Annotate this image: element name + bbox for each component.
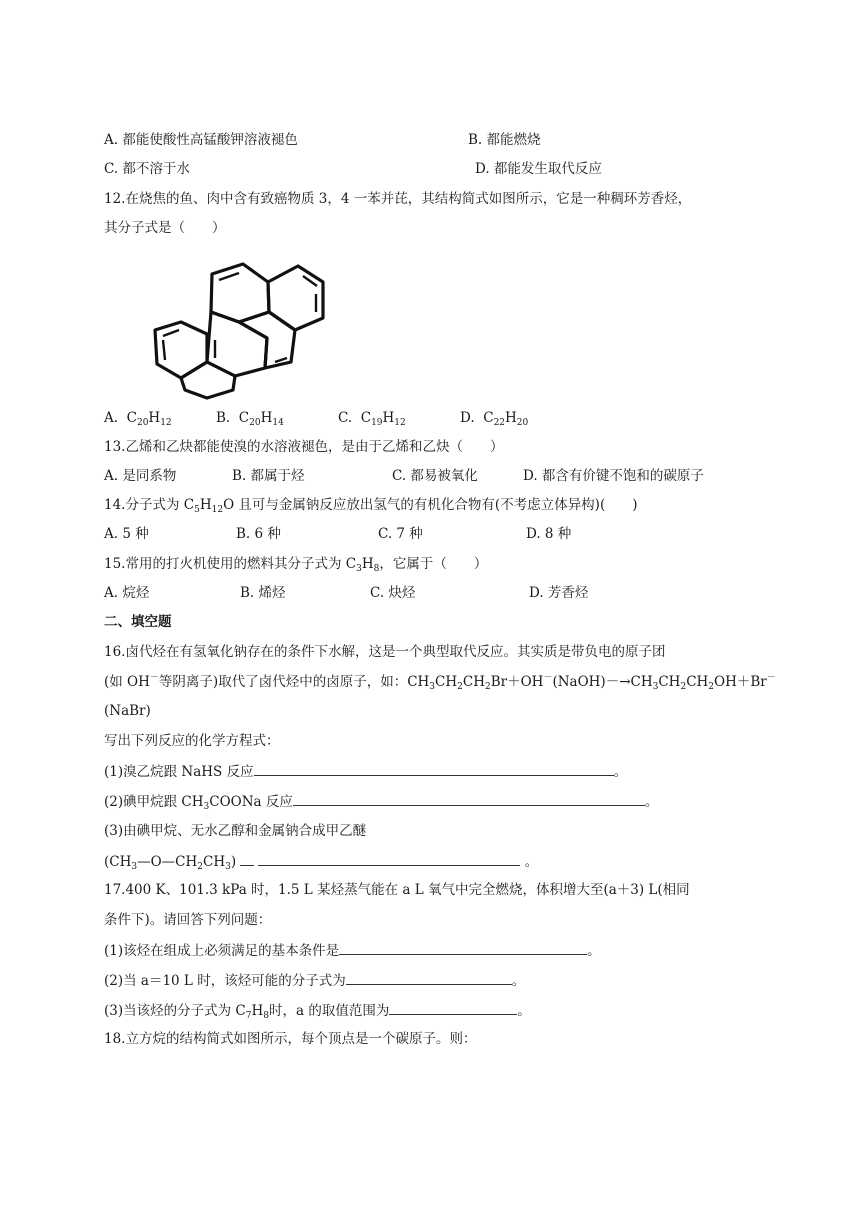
q17-part3-c-count: 7 — [245, 1011, 252, 1021]
q11-option-c: C. 都不溶于水 — [104, 161, 190, 177]
q14-option-d: D. 8 种 — [526, 526, 572, 542]
q12-option-d-label: D. — [460, 410, 475, 426]
q17-part3-post: 时，a 的取值范围为 — [269, 1003, 390, 1019]
q18-stem: 18.立方烷的结构简式如图所示，每个顶点是一个碳原子。则： — [104, 1031, 477, 1047]
section-heading: 二、填空题 — [104, 614, 172, 630]
q11-option-d: D. 都能发生取代反应 — [475, 161, 602, 177]
q17-part3-h-count: 8 — [263, 1011, 269, 1021]
q16-part1-end: 。 — [613, 764, 628, 780]
q16-part3-answer-blank[interactable] — [258, 851, 520, 866]
q11-option-b: B. 都能燃烧 — [468, 132, 541, 148]
q16-part3-end: 。 — [524, 854, 539, 870]
q14-option-a: A. 5 种 — [104, 526, 149, 542]
q12-option-a: A. $C_{20}H_{12}$ — [104, 410, 172, 428]
q13-option-a: A. 是同系物 — [104, 468, 177, 484]
q16-stem-line1: 16.卤代烃在有氢氧化钠存在的条件下水解，这是一个典型取代反应。其实质是带负电的原子团 — [104, 644, 666, 660]
q17-part2-end: 。 — [511, 973, 526, 989]
q17-part1 — [104, 940, 601, 961]
q12-stem-line2: 其分子式是（ ） — [104, 220, 226, 236]
q12-option-a-c-count: 20 — [136, 418, 149, 428]
q15-stem-post: ，它属于（ ） — [379, 556, 488, 572]
q17-part3-pre: (3)当该烃的分子式为 C — [104, 1003, 246, 1019]
q16-part2: (2)碘甲烷跟 $CH_3COONa$ 反应 。 — [104, 791, 658, 812]
q14-stem-post: O 且可与金属钠反应放出氢气的有机化合物有(不考虑立体异构)( ) — [223, 497, 638, 513]
q12-option-c-label: C. — [338, 410, 353, 426]
q16-part2-pre: (2)碘甲烷跟 CH — [104, 794, 204, 810]
q12-option-d-h-count: 20 — [516, 418, 529, 428]
q13-option-c: C. 都易被氧化 — [392, 468, 478, 484]
q17-part2 — [104, 970, 525, 991]
q17-part2-text: (2)当 a＝10 L 时，该烃可能的分子式为 — [104, 973, 346, 989]
q16-eq-br: Br＋OH — [490, 674, 544, 690]
q16-part3-blank-short[interactable] — [240, 851, 254, 866]
q14-option-c: C. 7 种 — [378, 526, 423, 542]
q12-option-b-h-count: 14 — [272, 418, 284, 428]
q15-stem-pre: 15.常用的打火机使用的燃料其分子式为 C — [104, 556, 357, 572]
q16-stem-line2: (如 OH－等阴离子)取代了卤代烃中的卤原子，如：$CH_3CH_2CH_2Br+OH^-(NaOH)-\to CH_3CH_2CH_2OH+Br^-$ — [104, 673, 776, 692]
q16-instruction: 写出下列反应的化学方程式： — [104, 733, 280, 749]
q17-part1-end: 。 — [587, 943, 601, 959]
q13-option-b: B. 都属于烃 — [232, 468, 305, 484]
q17-stem-line2: 条件下)。请回答下列问题： — [104, 912, 272, 928]
q16-part3-formula: $(CH_3—O—CH_2CH_3)$ 。 — [104, 851, 538, 872]
q17-part2-answer-blank[interactable] — [346, 970, 512, 985]
q17-part3-end: 。 — [517, 1003, 531, 1019]
q16-part1-answer-blank[interactable] — [254, 761, 614, 776]
q15-option-a: A. 烷烃 — [104, 585, 150, 601]
q16-eq-naoh: (NaOH)－→CH — [552, 674, 653, 690]
q16-eq-ch2b: CH — [462, 674, 485, 690]
q12-option-a-h-count: 12 — [160, 418, 172, 428]
q17-part3-answer-blank[interactable] — [389, 1000, 517, 1015]
q16-line2-mid: 等阴离子)取代了卤代烃中的卤原子，如：CH — [158, 674, 430, 690]
q15-option-d: D. 芳香烃 — [529, 585, 589, 601]
q12-option-c-c-count: 19 — [371, 418, 383, 428]
q15-stem: 15.常用的打火机使用的燃料其分子式为 $C_3H_8$，它属于（ ） — [104, 556, 488, 574]
q14-h-count: 12 — [211, 505, 224, 515]
q12-option-a-label: A. — [104, 410, 119, 426]
q17-part3: (3)当该烃的分子式为 $C_7H_8$时，a 的取值范围为 。 — [104, 1000, 531, 1021]
q16-part2-mid: COONa 反应 — [209, 794, 293, 810]
q12-option-b-label: B. — [216, 410, 231, 426]
q12-option-b-c-count: 20 — [249, 418, 261, 428]
q12-option-b: B. $C_{20}H_{14}$ — [216, 410, 284, 428]
q14-stem-pre: 14.分子式为 C — [104, 497, 195, 513]
q16-part1 — [104, 761, 627, 782]
q16-part3-ch3: CH — [203, 854, 226, 870]
q16-part2-end: 。 — [644, 794, 659, 810]
q15-c-count: 3 — [356, 564, 362, 574]
q15-h-count: 8 — [373, 564, 380, 574]
q16-eq-ch2d: CH — [686, 674, 709, 690]
q16-part3-close: ) — [230, 854, 237, 870]
q17-part1-answer-blank[interactable] — [339, 940, 587, 955]
q12-stem-line1: 12.在烧焦的鱼、肉中含有致癌物质 3，4 一苯并芘，其结构简式如图所示，它是一种稠环芳香烃， — [104, 191, 692, 207]
benzopyrene-structure-figure — [115, 250, 335, 400]
q14-option-b: B. 6 种 — [236, 526, 281, 542]
q13-option-d: D. 都含有价键不饱和的碳原子 — [523, 468, 704, 484]
q12-option-d-c-count: 22 — [493, 418, 506, 428]
q16-eq-ch2c: CH — [658, 674, 681, 690]
q16-part3-mid: —O—CH — [137, 854, 198, 870]
q14-stem: 14.分子式为 $C_5H_{12}O$ 且可与金属钠反应放出氢气的有机化合物有(不考虑立体异构)( ) — [104, 497, 638, 515]
q16-part3: (3)由碘甲烷、无水乙醇和金属钠合成甲乙醚 — [104, 823, 367, 839]
q15-option-b: B. 烯烃 — [240, 585, 286, 601]
q16-part3-pre: (CH — [104, 854, 132, 870]
q15-option-c: C. 炔烃 — [370, 585, 416, 601]
q16-stem-line3: (NaBr) — [104, 703, 151, 719]
q14-c-count: 5 — [194, 505, 200, 515]
q16-eq-oh: OH＋Br — [714, 674, 767, 690]
q16-eq-ch2a: CH — [435, 674, 458, 690]
q12-option-c-h-count: 12 — [394, 418, 406, 428]
q16-part1-text: (1)溴乙烷跟 NaHS 反应 — [104, 764, 254, 780]
q13-stem: 13.乙烯和乙炔都能使溴的水溶液褪色，是由于乙烯和乙炔（ ） — [104, 439, 504, 455]
q11-option-a: A. 都能使酸性高锰酸钾溶液褪色 — [104, 132, 298, 148]
q17-part1-text: (1)该烃在组成上必须满足的基本条件是 — [104, 943, 340, 959]
q12-option-d: D. $C_{22}H_{20}$ — [460, 410, 529, 428]
q16-line2-pre: (如 OH — [104, 674, 150, 690]
q16-part2-answer-blank[interactable] — [293, 791, 645, 806]
q17-stem-line1: 17.400 K、101.3 kPa 时，1.5 L 某烃蒸气能在 a L 氧气中完全燃烧，体积增大至(a＋3) L(相同 — [104, 882, 690, 898]
q12-option-c: C. $C_{19}H_{12}$ — [338, 410, 406, 428]
